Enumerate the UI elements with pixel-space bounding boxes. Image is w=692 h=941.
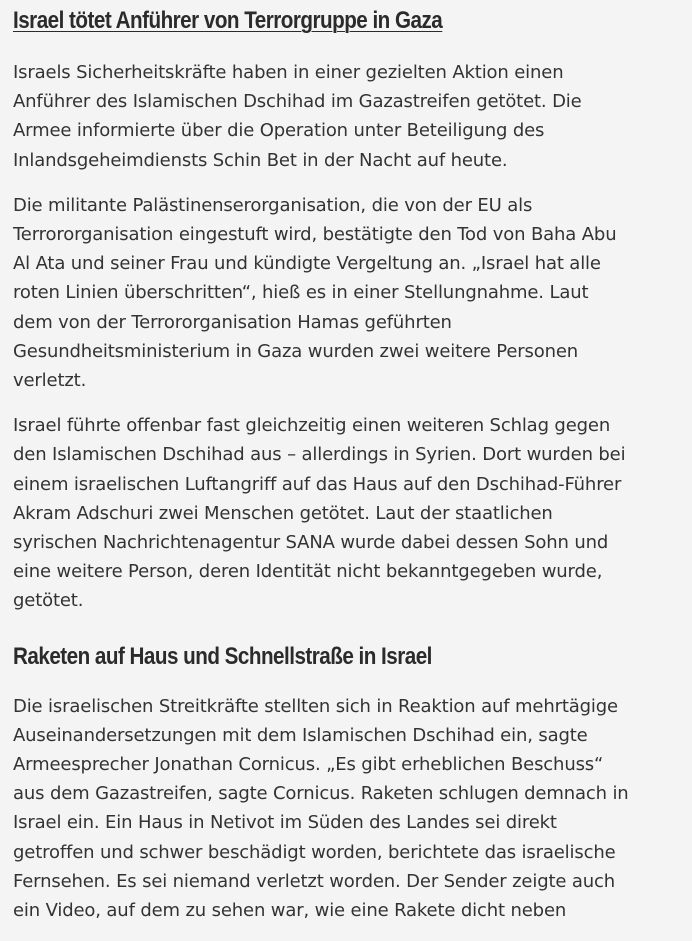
article-paragraph-4 [13,692,689,926]
paragraph-line: syrischen Nachrichtenagentur SANA wurde dabei dessen Sohn und [13,532,609,554]
paragraph-line: Terrororganisation eingestuft wird, bestätigte den Tod von Baha Abu [13,224,617,246]
article [13,6,689,941]
paragraph-line: Armee informierte über die Operation unter Beteiligung des [13,120,545,142]
article-subheadline: Raketen auf Haus und Schnellstraße in Israel [13,642,432,670]
article-paragraph-1 [13,58,689,175]
paragraph-line: Al Ata und seiner Frau und kündigte Vergeltung an. „Israel hat alle [13,253,601,275]
paragraph-line: Inlandsgeheimdiensts Schin Bet in der Nacht auf heute. [13,149,508,171]
paragraph-line: Die militante Palästinenserorganisation, die von der EU als [13,194,533,216]
paragraph-line: Israel ein. Ein Haus in Netivot im Süden des Landes sei direkt [13,812,557,834]
paragraph-line: Israels Sicherheitskräfte haben in einer gezielten Aktion einen [13,62,564,83]
paragraph-line: aus dem Gazastreifen, sagte Cornicus. Raketen schlugen demnach in [13,783,629,805]
paragraph-line: Gesundheitsministerium in Gaza wurden zwei weitere Personen [13,340,579,362]
paragraph-line: getroffen und schwer beschädigt worden, berichtete das israelische [13,841,616,863]
paragraph-line: ein Video, auf dem zu sehen war, wie eine Rakete dicht neben [13,900,567,922]
paragraph-line: den Islamischen Dschihad aus – allerdings in Syrien. Dort wurden bei [13,444,626,466]
paragraph-line: verletzt. [13,370,87,392]
paragraph-line: Auseinandersetzungen mit dem Islamischen Dschihad ein, sagte [13,724,588,746]
paragraph-line: Fernsehen. Es sei niemand verletzt worden. Der Sender zeigte auch [13,870,616,892]
article-headline-link[interactable]: Israel tötet Anführer von Terrorgruppe in Gaza [13,7,443,34]
article-paragraph-3 [13,411,689,615]
paragraph-line: Israel führte offenbar fast gleichzeitig einen weiteren Schlag gegen [13,415,611,437]
paragraph-line: Akram Adschuri zwei Menschen getötet. Laut der staatlichen [13,502,553,524]
article-paragraph-2 [13,191,689,395]
paragraph-line: getötet. [13,590,84,612]
paragraph-line: Armeesprecher Jonathan Cornicus. „Es gibt erheblichen Beschuss“ [13,754,604,776]
paragraph-line: Die israelischen Streitkräfte stellten sich in Reaktion auf mehrtägige [13,695,618,717]
paragraph-line: Anführer des Islamischen Dschihad im Gazastreifen getötet. Die [13,91,582,113]
paragraph-line: eine weitere Person, deren Identität nicht bekanntgegeben wurde, [13,561,603,583]
paragraph-line: einem israelischen Luftangriff auf das Haus auf den Dschihad-Führer [13,473,622,495]
paragraph-line: dem von der Terrororganisation Hamas geführten [13,311,452,333]
paragraph-line: roten Linien überschritten“, hieß es in einer Stellungnahme. Laut [13,282,589,304]
